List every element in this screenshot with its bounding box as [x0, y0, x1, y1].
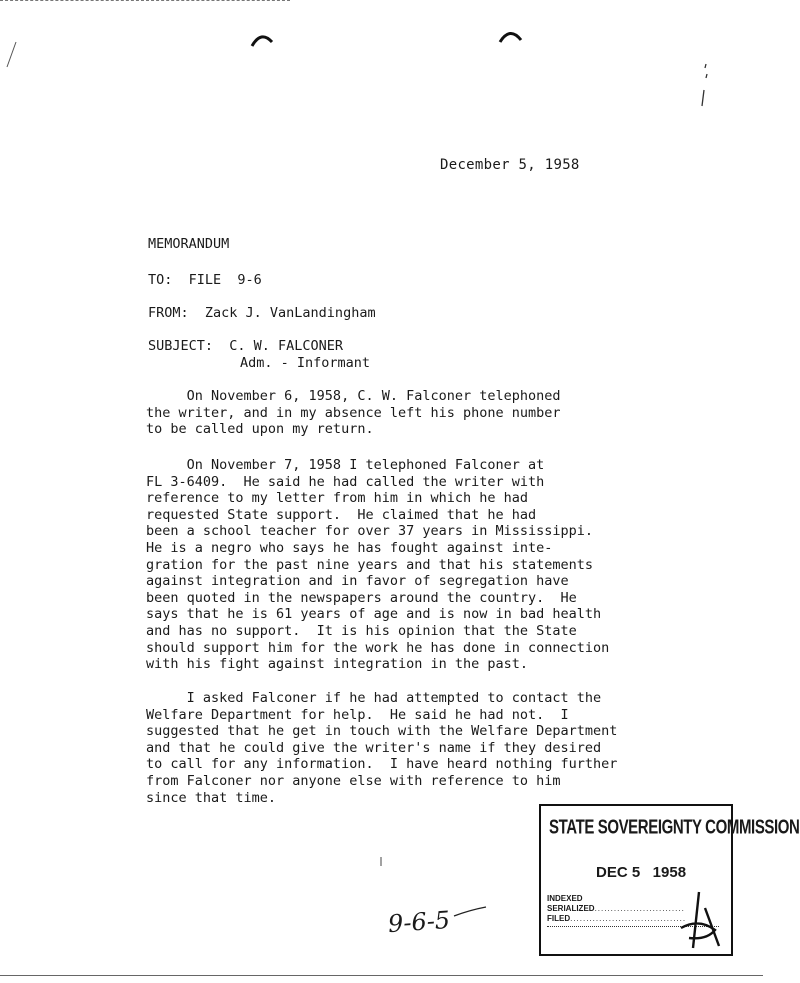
paragraph-line: FL 3-6409. He said he had called the writer with: [146, 473, 545, 490]
paragraph-line: and that he could give the writer's name if they desired: [146, 739, 602, 756]
paragraph-line: the writer, and in my absence left his phone number: [146, 404, 561, 421]
paragraph-line: with his fight against integration in the past.: [146, 656, 529, 673]
punch-hole-mark-left: [248, 28, 278, 50]
memo-type-heading: MEMORANDUM: [148, 236, 230, 252]
memo-to-line: TO: FILE 9-6: [148, 272, 262, 288]
paragraph-line: Welfare Department for help. He said he had not. I: [146, 706, 569, 723]
paragraph-2: [146, 457, 686, 673]
paragraph-line: against integration and in favor of segregation have: [146, 573, 569, 590]
stamp-date: DEC 5 1958: [596, 864, 687, 881]
stamp-field-serialized: SERIALIZED............................: [547, 904, 685, 913]
commission-received-stamp: [539, 804, 800, 956]
paragraph-line: suggested that he get in touch with the Welfare Department: [146, 723, 618, 740]
paragraph-line: been a school teacher for over 37 years in Mississippi.: [146, 523, 594, 540]
memo-subject-subline: Adm. - Informant: [240, 355, 371, 371]
bottom-edge-rule: [0, 975, 763, 976]
handwritten-initials-signature: [669, 888, 725, 952]
memo-date: December 5, 1958: [440, 157, 580, 173]
stamp-field-indexed: [547, 894, 583, 903]
edge-scratch-mark: [696, 60, 712, 110]
paragraph-1: [146, 388, 686, 438]
margin-scratch-mark: [4, 40, 18, 70]
paragraph-line: to be called upon my return.: [146, 421, 374, 438]
stamp-field-label: FILED: [547, 914, 571, 923]
paragraph-line: On November 7, 1958 I telephoned Falconer at: [146, 457, 545, 473]
paragraph-line: On November 6, 1958, C. W. Falconer telephoned: [146, 388, 561, 404]
stray-mark: [378, 856, 384, 868]
handwritten-underline: [452, 904, 488, 920]
paragraph-line: says that he is 61 years of age and is now in bad health: [146, 606, 602, 623]
paragraph-line: gration for the past nine years and that his statements: [146, 556, 594, 573]
stamp-field-filed: FILED....................................: [547, 914, 687, 923]
paragraph-line: been quoted in the newspapers around the country. He: [146, 589, 577, 606]
stamp-field-label: INDEXED: [547, 894, 583, 903]
paragraph-line: from Falconer nor anyone else with reference to him: [146, 772, 561, 789]
paragraph-line: I asked Falconer if he had attempted to contact the: [146, 690, 602, 706]
stamp-field-label: SERIALIZED: [547, 904, 595, 913]
paragraph-3: [146, 690, 686, 806]
paragraph-line: to call for any information. I have heard nothing further: [146, 756, 618, 773]
memo-from-line: FROM: Zack J. VanLandingham: [148, 305, 376, 321]
paragraph-line: should support him for the work he has done in connection: [146, 639, 610, 656]
punch-hole-mark-right: [496, 24, 526, 46]
paragraph-line: reference to my letter from him in which he had: [146, 490, 529, 507]
handwritten-file-number: 9-6-5: [387, 905, 451, 939]
stamp-title: STATE SOVEREIGNTY COMMISSION: [549, 816, 800, 839]
top-edge-rule: [0, 0, 290, 1]
paragraph-line: and has no support. It is his opinion that the State: [146, 622, 577, 639]
paragraph-line: since that time.: [146, 789, 277, 806]
paragraph-line: He is a negro who says he has fought against inte-: [146, 539, 553, 556]
memo-subject-line: SUBJECT: C. W. FALCONER: [148, 338, 344, 354]
paragraph-line: requested State support. He claimed that he had: [146, 506, 537, 523]
